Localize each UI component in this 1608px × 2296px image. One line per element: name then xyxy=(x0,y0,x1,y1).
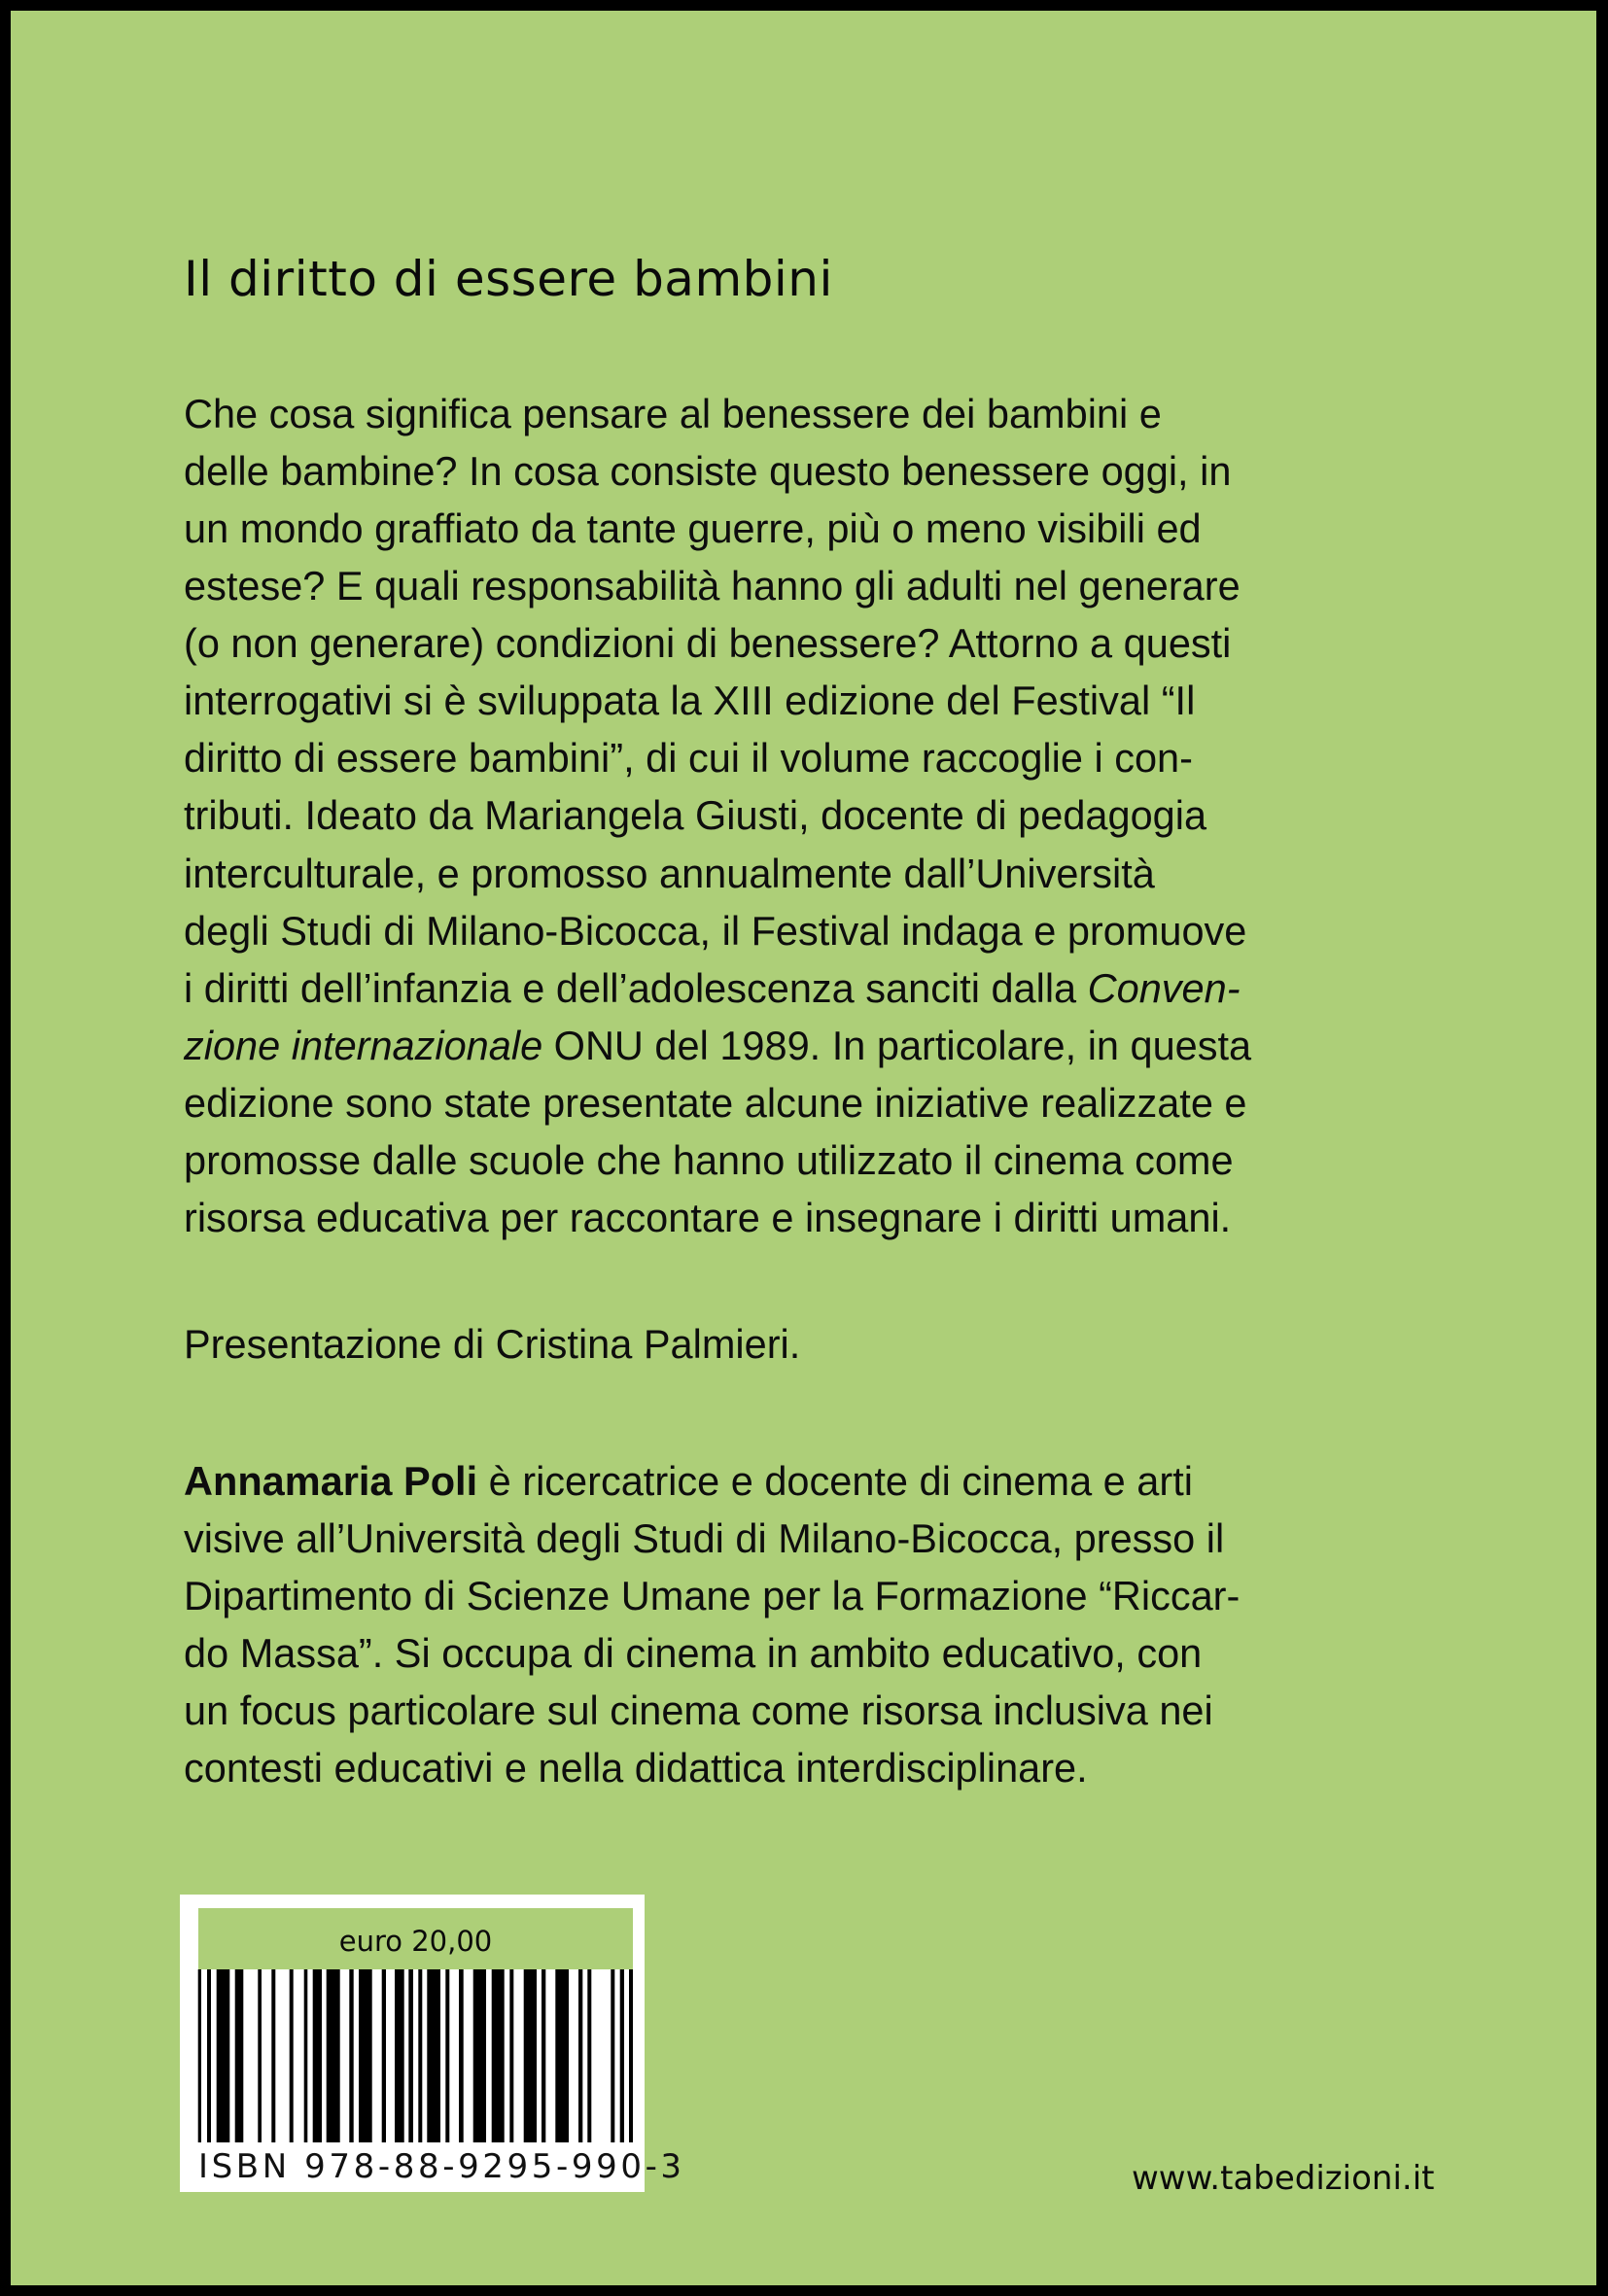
book-description xyxy=(184,385,1467,1246)
author-name: Annamaria Poli xyxy=(184,1458,478,1504)
author-bio xyxy=(184,1452,1467,1796)
description-line: estese? E quali responsabilità hanno gli adulti nel generare xyxy=(184,563,1241,609)
bio-line: Dipartimento di Scienze Umane per la Formazione “Riccar- xyxy=(184,1573,1241,1619)
publisher-website: www.tabedizioni.it xyxy=(1132,2159,1435,2198)
description-text: ONU del 1989. In particolare, in questa xyxy=(542,1022,1252,1068)
bio-line: do Massa”. Si occupa di cinema in ambito educativo, con xyxy=(184,1630,1203,1677)
bio-line: visive all’Università degli Studi di Milano-Bicocca, presso il xyxy=(184,1515,1225,1562)
description-line: delle bambine? In cosa consiste questo benessere oggi, in xyxy=(184,448,1232,495)
description-line: interrogativi si è sviluppata la XIII edizione del Festival “Il xyxy=(184,678,1196,724)
price-band xyxy=(198,1908,633,1969)
convention-title-italic: zione internazionale xyxy=(184,1022,543,1068)
bio-line: un focus particolare sul cinema come risorsa inclusiva nei xyxy=(184,1687,1213,1734)
description-line xyxy=(184,959,1467,1017)
bio-text: è ricercatrice e docente di cinema e arti xyxy=(477,1458,1193,1504)
description-line: risorsa educativa per raccontare e insegnare i diritti umani. xyxy=(184,1194,1232,1240)
description-line: (o non generare) condizioni di benessere? Attorno a questi xyxy=(184,620,1232,667)
bio-line xyxy=(184,1452,1467,1510)
barcode-bars-icon xyxy=(180,1969,645,2142)
convention-title-italic: Conven- xyxy=(1087,964,1241,1011)
barcode-label xyxy=(180,1895,685,2192)
description-text: i diritti dell’infanzia e dell’adolescenza sanciti dalla xyxy=(184,964,1088,1011)
description-line: diritto di essere bambini”, di cui il volume raccoglie i con- xyxy=(184,735,1193,782)
book-back-cover xyxy=(11,11,1596,2285)
presentation-line: Presentazione di Cristina Palmieri. xyxy=(184,1321,801,1367)
description-line: edizione sono state presentate alcune iniziative realizzate e xyxy=(184,1079,1247,1126)
book-title: Il diritto di essere bambini xyxy=(184,251,833,307)
isbn-number: ISBN 978-88-9295-990-3 xyxy=(198,2147,685,2186)
description-line xyxy=(184,1017,1467,1074)
description-line: promosse dalle scuole che hanno utilizzato il cinema come xyxy=(184,1136,1234,1183)
description-line: un mondo graffiato da tante guerre, più o meno visibili ed xyxy=(184,505,1202,552)
bio-line: contesti educativi e nella didattica interdisciplinare. xyxy=(184,1745,1088,1792)
description-line: tributi. Ideato da Mariangela Giusti, docente di pedagogia xyxy=(184,792,1207,839)
price: euro 20,00 xyxy=(338,1925,493,1958)
presentation-credit xyxy=(184,1315,1467,1373)
description-line: interculturale, e promosso annualmente dall’Università xyxy=(184,850,1155,896)
description-line: degli Studi di Milano-Bicocca, il Festival indaga e promuove xyxy=(184,907,1247,954)
description-line: Che cosa significa pensare al benessere dei bambini e xyxy=(184,391,1162,436)
